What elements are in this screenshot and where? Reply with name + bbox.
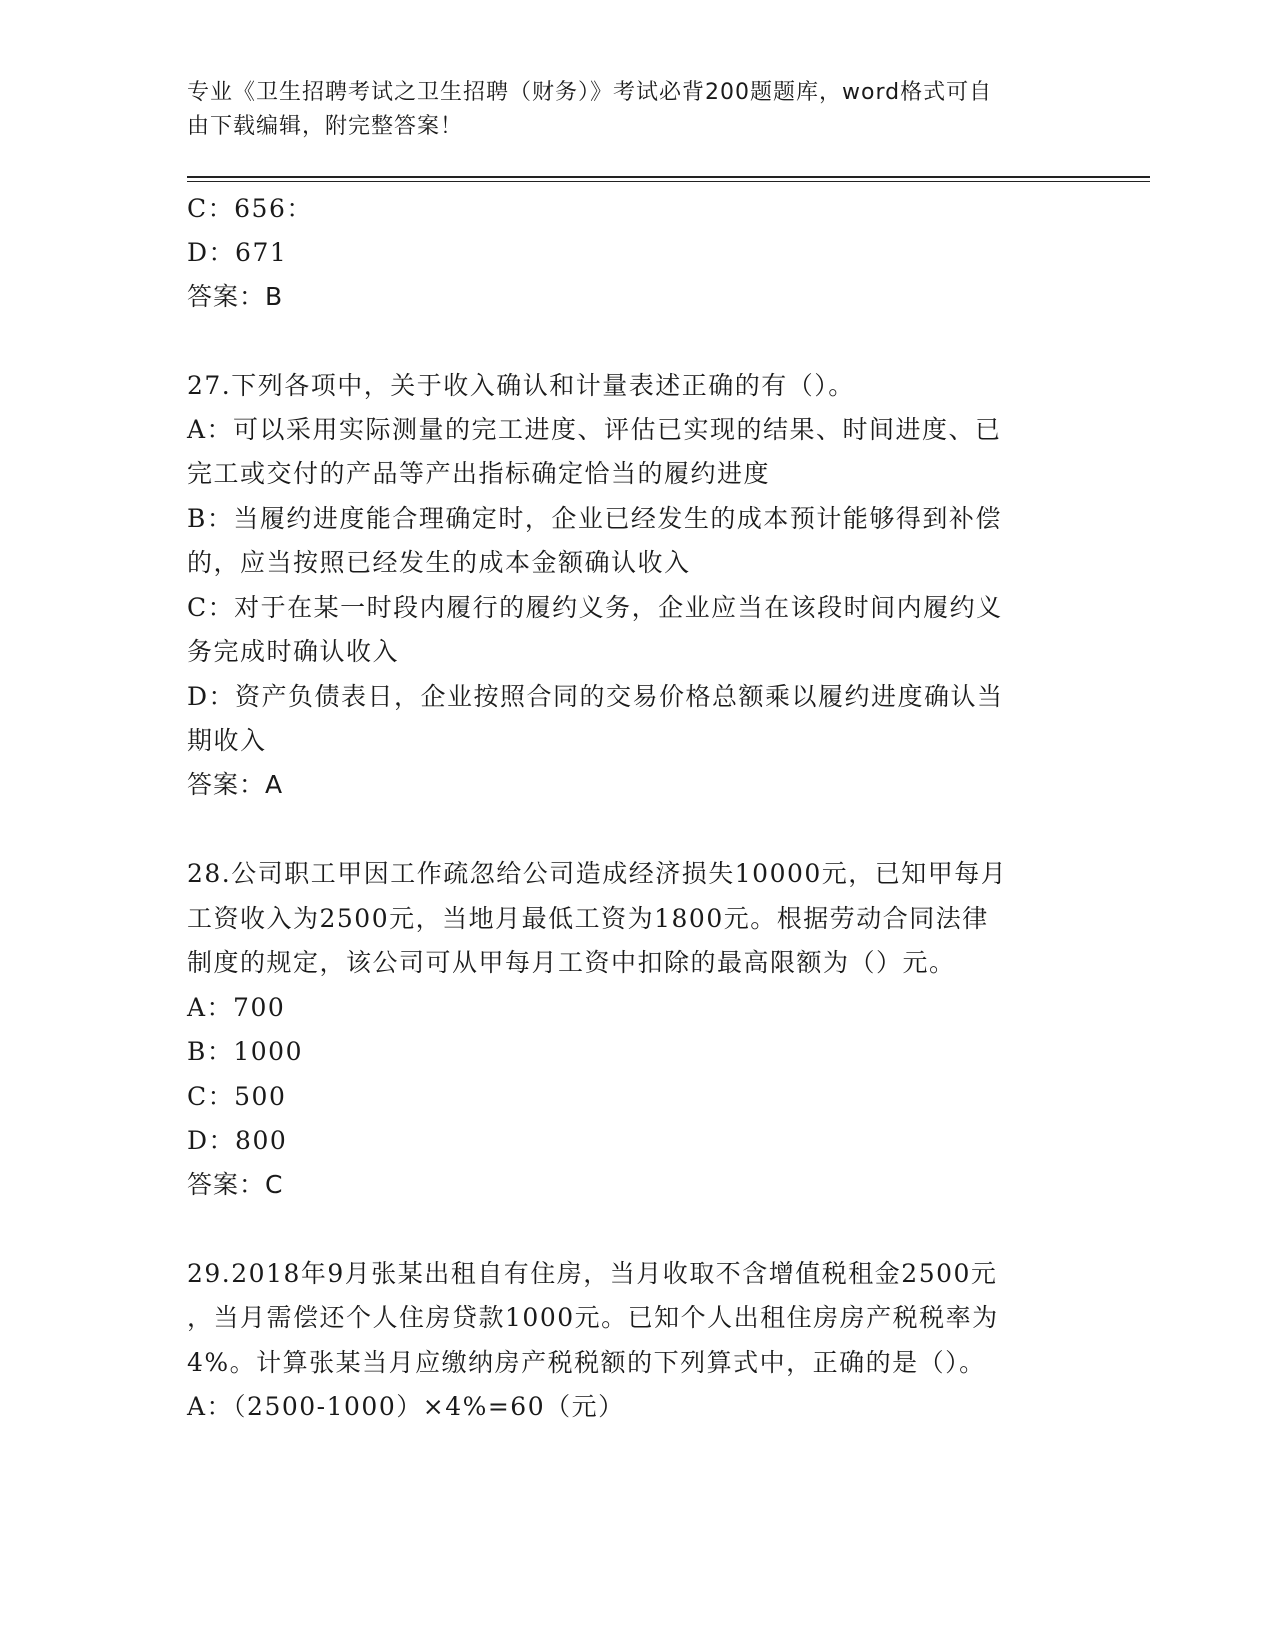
q26-answer: 答案：B [187,282,284,311]
q26-option-d: D：671 [187,238,288,267]
q26-option-c: C：656： [187,194,313,223]
q28-option-d: D：800 [187,1126,288,1155]
q28-answer: 答案：C [187,1170,284,1199]
q28-option-b: B：1000 [187,1037,303,1066]
q28-option-a: A：700 [187,993,286,1022]
document-header [187,76,1067,144]
q27-option-c-line-2: 务完成时确认收入 [187,637,400,666]
q27-option-c-line-1: C：对于在某一时段内履行的履约义务，企业应当在该段时间内履约义 [187,593,1003,622]
q29-stem-line-1: 29.2018年9月张某出租自有住房，当月收取不含增值税租金2500元 [187,1259,998,1288]
header-line-2: 由下载编辑，附完整答案！ [187,114,464,139]
q29-stem-line-3: 4%。计算张某当月应缴纳房产税税额的下列算式中，正确的是（）。 [187,1348,986,1377]
q29-option-a: A：（2500-1000）×4%=60（元） [187,1392,625,1421]
q28-stem-line-2: 工资收入为2500元，当地月最低工资为1800元。根据劳动合同法律 [187,904,989,933]
q27-stem: 27.下列各项中，关于收入确认和计量表述正确的有（）。 [187,371,855,400]
header-line-1: 专业《卫生招聘考试之卫生招聘（财务）》考试必背200题题库，word格式可自 [187,80,993,105]
q28-stem-line-3: 制度的规定，该公司可从甲每月工资中扣除的最高限额为（）元。 [187,948,956,977]
q27-option-d-line-1: D：资产负债表日，企业按照合同的交易价格总额乘以履约进度确认当 [187,682,1004,711]
q28-option-c: C：500 [187,1082,287,1111]
q29-stem-line-2: ，当月需偿还个人住房贷款1000元。已知个人出租住房房产税税率为 [187,1303,999,1332]
q27-option-d-line-2: 期收入 [187,726,267,755]
q27-answer: 答案：A [187,770,284,799]
q27-option-b-line-2: 的，应当按照已经发生的成本金额确认收入 [187,548,691,577]
q28-stem-line-1: 28.公司职工甲因工作疏忽给公司造成经济损失10000元，已知甲每月 [187,859,1008,888]
header-rule-thin [187,181,1150,182]
q27-option-a-line-1: A：可以采用实际测量的完工进度、评估已实现的结果、时间进度、已 [187,415,1002,444]
q27-option-a-line-2: 完工或交付的产品等产出指标确定恰当的履约进度 [187,459,771,488]
q27-option-b-line-1: B：当履约进度能合理确定时，企业已经发生的成本预计能够得到补偿 [187,504,1002,533]
header-rule-thick [187,176,1150,178]
